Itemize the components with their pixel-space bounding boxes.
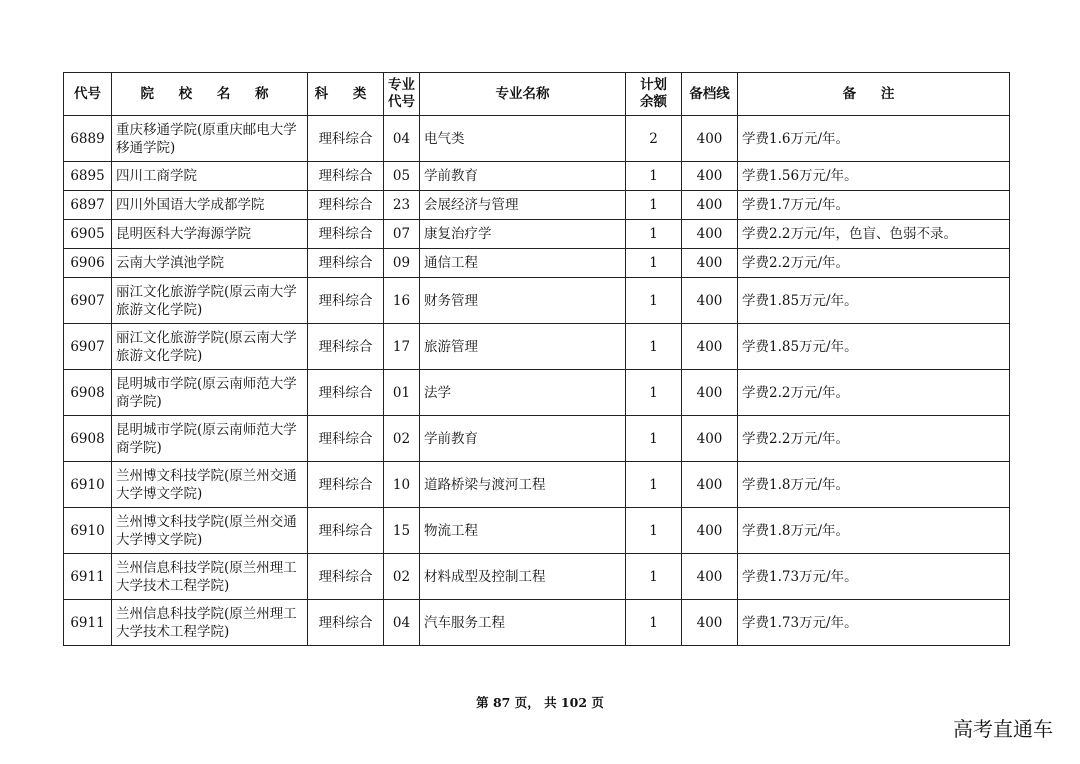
cell-code: 6907 bbox=[64, 278, 112, 324]
cell-major-code: 02 bbox=[384, 554, 420, 600]
cell-note: 学费1.56万元/年。 bbox=[738, 162, 1010, 191]
cell-score: 400 bbox=[682, 370, 738, 416]
cell-quota: 2 bbox=[626, 116, 682, 162]
table-row bbox=[64, 462, 1010, 508]
cell-quota: 1 bbox=[626, 162, 682, 191]
cell-score: 400 bbox=[682, 220, 738, 249]
table-row bbox=[64, 278, 1010, 324]
cell-major: 汽车服务工程 bbox=[420, 600, 626, 646]
table-row bbox=[64, 191, 1010, 220]
cell-code: 6911 bbox=[64, 554, 112, 600]
cell-major: 通信工程 bbox=[420, 249, 626, 278]
cell-major-code: 10 bbox=[384, 462, 420, 508]
cell-quota: 1 bbox=[626, 220, 682, 249]
cell-major: 法学 bbox=[420, 370, 626, 416]
cell-quota: 1 bbox=[626, 370, 682, 416]
cell-code: 6895 bbox=[64, 162, 112, 191]
cell-code: 6908 bbox=[64, 370, 112, 416]
cell-major-code: 15 bbox=[384, 508, 420, 554]
table-row bbox=[64, 116, 1010, 162]
cell-note: 学费2.2万元/年。 bbox=[738, 249, 1010, 278]
cell-code: 6897 bbox=[64, 191, 112, 220]
table-row bbox=[64, 416, 1010, 462]
cell-code: 6907 bbox=[64, 324, 112, 370]
cell-subject: 理科综合 bbox=[308, 416, 384, 462]
cell-note: 学费1.8万元/年。 bbox=[738, 508, 1010, 554]
cell-school: 兰州信息科技学院(原兰州理工大学技术工程学院) bbox=[112, 600, 308, 646]
cell-note: 学费1.8万元/年。 bbox=[738, 462, 1010, 508]
cell-code: 6910 bbox=[64, 462, 112, 508]
header-score: 备档线 bbox=[682, 73, 738, 116]
table-row bbox=[64, 324, 1010, 370]
cell-school: 兰州博文科技学院(原兰州交通大学博文学院) bbox=[112, 508, 308, 554]
cell-code: 6906 bbox=[64, 249, 112, 278]
header-school: 院 校 名 称 bbox=[112, 73, 308, 116]
header-quota: 计划 余额 bbox=[626, 73, 682, 116]
cell-major-code: 17 bbox=[384, 324, 420, 370]
cell-score: 400 bbox=[682, 600, 738, 646]
cell-school: 四川外国语大学成都学院 bbox=[112, 191, 308, 220]
table-row bbox=[64, 220, 1010, 249]
cell-subject: 理科综合 bbox=[308, 249, 384, 278]
cell-score: 400 bbox=[682, 508, 738, 554]
header-subject: 科 类 bbox=[308, 73, 384, 116]
cell-score: 400 bbox=[682, 162, 738, 191]
header-major-code: 专业 代号 bbox=[384, 73, 420, 116]
header-major: 专业名称 bbox=[420, 73, 626, 116]
cell-major: 学前教育 bbox=[420, 162, 626, 191]
cell-major-code: 09 bbox=[384, 249, 420, 278]
cell-school: 重庆移通学院(原重庆邮电大学移通学院) bbox=[112, 116, 308, 162]
cell-quota: 1 bbox=[626, 249, 682, 278]
cell-school: 昆明城市学院(原云南师范大学商学院) bbox=[112, 370, 308, 416]
cell-major-code: 05 bbox=[384, 162, 420, 191]
table-row bbox=[64, 370, 1010, 416]
cell-major: 旅游管理 bbox=[420, 324, 626, 370]
cell-subject: 理科综合 bbox=[308, 462, 384, 508]
table-row bbox=[64, 249, 1010, 278]
header-note: 备 注 bbox=[738, 73, 1010, 116]
cell-subject: 理科综合 bbox=[308, 508, 384, 554]
header-row bbox=[64, 73, 1010, 116]
cell-quota: 1 bbox=[626, 508, 682, 554]
cell-major: 会展经济与管理 bbox=[420, 191, 626, 220]
cell-note: 学费1.85万元/年。 bbox=[738, 278, 1010, 324]
cell-note: 学费2.2万元/年。 bbox=[738, 416, 1010, 462]
cell-major-code: 16 bbox=[384, 278, 420, 324]
header-code: 代号 bbox=[64, 73, 112, 116]
cell-major-code: 07 bbox=[384, 220, 420, 249]
cell-school: 昆明城市学院(原云南师范大学商学院) bbox=[112, 416, 308, 462]
cell-score: 400 bbox=[682, 462, 738, 508]
cell-subject: 理科综合 bbox=[308, 116, 384, 162]
cell-quota: 1 bbox=[626, 600, 682, 646]
cell-note: 学费2.2万元/年。 bbox=[738, 370, 1010, 416]
cell-note: 学费2.2万元/年，色盲、色弱不录。 bbox=[738, 220, 1010, 249]
cell-school: 丽江文化旅游学院(原云南大学旅游文化学院) bbox=[112, 278, 308, 324]
cell-code: 6908 bbox=[64, 416, 112, 462]
cell-note: 学费1.85万元/年。 bbox=[738, 324, 1010, 370]
cell-subject: 理科综合 bbox=[308, 278, 384, 324]
cell-subject: 理科综合 bbox=[308, 370, 384, 416]
cell-major: 物流工程 bbox=[420, 508, 626, 554]
cell-quota: 1 bbox=[626, 554, 682, 600]
cell-school: 四川工商学院 bbox=[112, 162, 308, 191]
cell-code: 6910 bbox=[64, 508, 112, 554]
admission-table bbox=[63, 72, 1010, 646]
cell-subject: 理科综合 bbox=[308, 162, 384, 191]
brand-label: 高考直通车 bbox=[953, 717, 1053, 741]
cell-score: 400 bbox=[682, 324, 738, 370]
cell-note: 学费1.73万元/年。 bbox=[738, 554, 1010, 600]
table-body bbox=[64, 116, 1010, 646]
cell-note: 学费1.7万元/年。 bbox=[738, 191, 1010, 220]
cell-major: 道路桥梁与渡河工程 bbox=[420, 462, 626, 508]
cell-school: 丽江文化旅游学院(原云南大学旅游文化学院) bbox=[112, 324, 308, 370]
cell-score: 400 bbox=[682, 278, 738, 324]
cell-score: 400 bbox=[682, 191, 738, 220]
cell-note: 学费1.6万元/年。 bbox=[738, 116, 1010, 162]
cell-subject: 理科综合 bbox=[308, 324, 384, 370]
page-footer: 第 87 页， 共 102 页 bbox=[476, 695, 604, 710]
cell-quota: 1 bbox=[626, 324, 682, 370]
cell-school: 昆明医科大学海源学院 bbox=[112, 220, 308, 249]
cell-quota: 1 bbox=[626, 416, 682, 462]
cell-note: 学费1.73万元/年。 bbox=[738, 600, 1010, 646]
cell-major: 康复治疗学 bbox=[420, 220, 626, 249]
cell-major: 电气类 bbox=[420, 116, 626, 162]
cell-quota: 1 bbox=[626, 278, 682, 324]
cell-school: 云南大学滇池学院 bbox=[112, 249, 308, 278]
cell-code: 6889 bbox=[64, 116, 112, 162]
table-row bbox=[64, 554, 1010, 600]
table-row bbox=[64, 508, 1010, 554]
cell-subject: 理科综合 bbox=[308, 191, 384, 220]
table-row bbox=[64, 600, 1010, 646]
cell-score: 400 bbox=[682, 554, 738, 600]
cell-subject: 理科综合 bbox=[308, 554, 384, 600]
cell-subject: 理科综合 bbox=[308, 220, 384, 249]
table-row bbox=[64, 162, 1010, 191]
cell-school: 兰州博文科技学院(原兰州交通大学博文学院) bbox=[112, 462, 308, 508]
cell-major: 材料成型及控制工程 bbox=[420, 554, 626, 600]
cell-score: 400 bbox=[682, 416, 738, 462]
cell-major: 学前教育 bbox=[420, 416, 626, 462]
cell-major-code: 02 bbox=[384, 416, 420, 462]
cell-school: 兰州信息科技学院(原兰州理工大学技术工程学院) bbox=[112, 554, 308, 600]
cell-quota: 1 bbox=[626, 462, 682, 508]
cell-score: 400 bbox=[682, 116, 738, 162]
cell-major-code: 04 bbox=[384, 116, 420, 162]
cell-major: 财务管理 bbox=[420, 278, 626, 324]
cell-code: 6905 bbox=[64, 220, 112, 249]
cell-quota: 1 bbox=[626, 191, 682, 220]
cell-major-code: 23 bbox=[384, 191, 420, 220]
cell-major-code: 04 bbox=[384, 600, 420, 646]
cell-major-code: 01 bbox=[384, 370, 420, 416]
cell-score: 400 bbox=[682, 249, 738, 278]
cell-code: 6911 bbox=[64, 600, 112, 646]
cell-subject: 理科综合 bbox=[308, 600, 384, 646]
